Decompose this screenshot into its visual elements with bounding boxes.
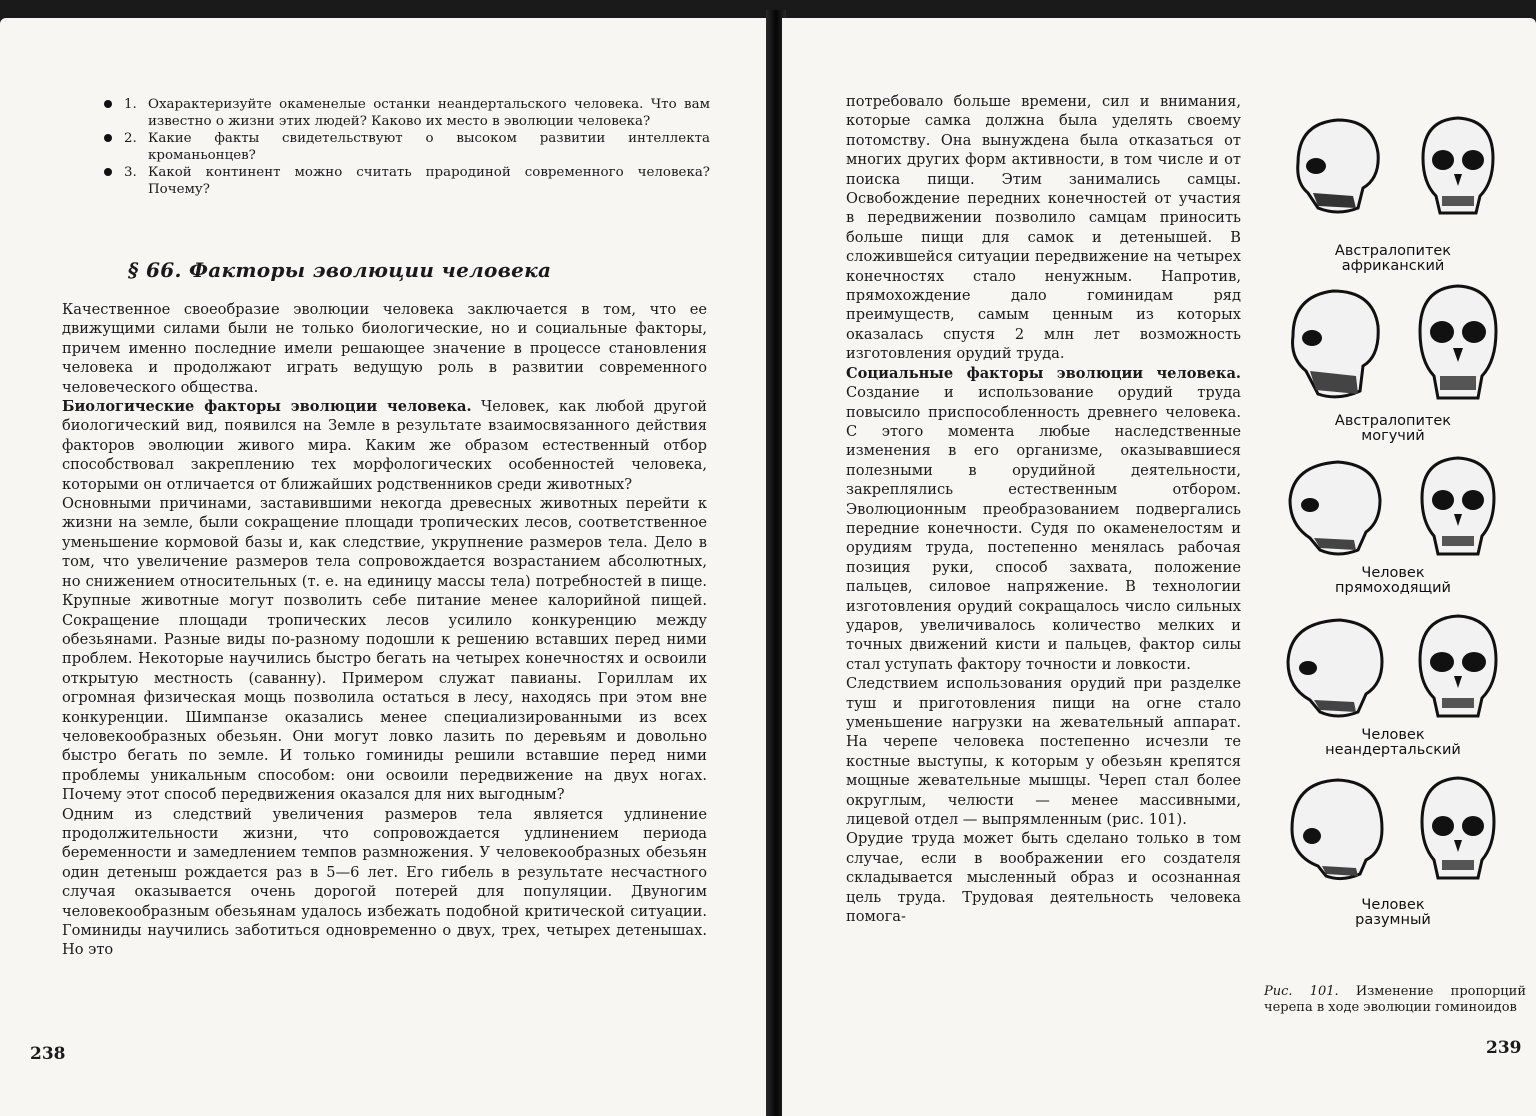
paragraph-heading: Социальные факторы эволюции человека.	[846, 364, 1241, 382]
label-line: неандертальский	[1325, 742, 1461, 758]
label-line: могучий	[1361, 428, 1425, 444]
caption-label: Рис. 101.	[1264, 984, 1339, 999]
skull-front-icon	[1408, 450, 1508, 565]
question-3	[98, 164, 710, 198]
label-line: Человек	[1361, 565, 1425, 581]
caption-text: Изменение пропорций черепа в ходе эволюции гоминоидов	[1264, 984, 1526, 1015]
question-2	[98, 130, 710, 164]
right-page	[782, 18, 1536, 1116]
paragraph	[846, 364, 1241, 675]
figure-label	[1258, 566, 1528, 596]
skull-pair	[1268, 774, 1518, 909]
paragraph: Следствием использования орудий при разделке туш и приготовления пищи на огне стало уменьшение нагрузки на жевательный аппарат. На черепе человека постепенно исчезли те костные выступы, к которым у обезьян крепятся мощные жевательные мышцы. Череп стал более округлым, челюсти — менее массивными, лицевой отдел — выпрямленным (рис. 101).	[846, 675, 1241, 829]
skull-front-icon	[1408, 610, 1508, 725]
right-body-text	[846, 92, 1241, 926]
left-page	[0, 18, 770, 1116]
page-number: 238	[30, 1044, 66, 1064]
figure-label	[1258, 414, 1528, 444]
skull-side-icon	[1278, 610, 1388, 725]
figure-label	[1258, 728, 1528, 758]
paragraph: Орудие труда может быть сделано только в том случае, если в воображении его создателя складывается мысленный образ и осознанная цель труда. Трудовая деятельность человека помога-	[846, 830, 1241, 926]
label-line: Человек	[1361, 727, 1425, 743]
skull-evolution-figure	[1258, 108, 1528, 958]
label-line: африканский	[1341, 258, 1445, 274]
question-number: 2.	[124, 131, 137, 146]
paragraph	[62, 397, 707, 494]
question-number: 3.	[124, 165, 137, 180]
figure-caption	[1264, 984, 1526, 1016]
skull-side-icon	[1278, 108, 1388, 223]
question-text: Какой континент можно считать прародиной современного человека? Почему?	[148, 165, 710, 197]
label-line: прямоходящий	[1335, 580, 1451, 596]
paragraph: потребовало больше времени, сил и внимания, которые самка должна была уделять своему потомству. Она вынуждена была отказаться от многих других форм активности, в том числе и от поиска пищи. Этим занимались самцы. Освобождение передних конечностей от участия в передвижении позволило самцам приносить больше пищи для самок и детенышей. В сложившейся ситуации передвижение на четырех конечностях стало ненужным. Напротив, прямохождение дало гоминидам ряд преимуществ, самым ценным из которых оказалась спустя 2 млн лет возможность изготовления орудий труда.	[846, 93, 1241, 363]
label-line: Человек	[1361, 897, 1425, 913]
skull-side-icon	[1278, 450, 1388, 565]
question-number: 1.	[124, 97, 137, 112]
paragraph: Основными причинами, заставившими некогда древесных животных перейти к жизни на земле, были сокращение площади тропических лесов, соответственное уменьшение кормовой базы и, как следствие, укрупнение размеров тела. Дело в том, что увеличение размеров тела сопровождается возрастанием абсолютных, но снижением относительных (т. е. на единицу массы тела) потребностей в пище. Крупные животные могут позволить себе питание менее калорийной пищей. Сокращение площади тропических лесов усилило конкуренцию между обезьянами. Разные виды по-разному подошли к решению вставших перед ними проблем. Некоторые научились быстро бегать на четырех конечностях и освоили открытую местность (саванну). Примером служат павианы. Гориллам их огромная физическая мощь позволила остаться в лесу, находясь при этом вне конкуренции. Шимпанзе оказались менее специализированными из всех человекообразных обезьян. Они могут ловко лазить по деревьям и довольно быстро бегать по земле. И только гоминиды решили вставшие перед ними проблемы уникальным способом: они освоили передвижение на двух ногах. Почему этот способ передвижения оказался для них выгодным?	[62, 495, 707, 804]
skull-pair	[1268, 108, 1518, 243]
bullet-icon	[104, 134, 112, 142]
review-questions	[98, 96, 710, 198]
skull-front-icon	[1408, 774, 1508, 889]
label-line: разумный	[1355, 912, 1431, 928]
label-line: Австралопитек	[1334, 413, 1452, 429]
question-1	[98, 96, 710, 130]
skull-front-icon	[1408, 276, 1508, 411]
skull-pair	[1268, 276, 1518, 411]
question-text: Охарактеризуйте окаменелые останки неандертальского человека. Что вам известно о жизни этих людей? Каково их место в эволюции человека?	[148, 97, 710, 129]
paragraph-text: Создание и использование орудий труда повысило приспособленность древнего человека. С этого момента любые наследственные изменения в его организме, оказывавшиеся полезными в орудийной деятельности, закреплялись естественным отбором. Эволюционным преобразованием подвергались передние конечности. Судя по окаменелостям и орудиям труда, постепенно менялась рабочая позиция руки, способ захвата, положение пальцев, силовое напряжение. В технологии изготовления орудий сокращалось число сильных ударов, увеличивалось количество мелких и точных движений кисти и пальцев, фактор силы стал уступать фактору точности и ловкости.	[846, 384, 1241, 673]
skull-side-icon	[1278, 276, 1388, 411]
label-line: Австралопитек	[1334, 243, 1452, 259]
skull-front-icon	[1408, 108, 1508, 223]
skull-side-icon	[1278, 774, 1388, 889]
question-text: Какие факты свидетельствуют о высоком развитии интеллекта кроманьонцев?	[148, 131, 710, 163]
page-number: 239	[1486, 1038, 1522, 1058]
paragraph-text: Человек, как любой другой биологический вид, появился на Земле в результате взаимосвязанного действия факторов эволюции живого мира. Каким же образом естественный отбор способствовал закреплению тех морфологических особенностей человека, которыми он отличается от ближайших родственников среди животных?	[62, 398, 708, 493]
skull-pair	[1268, 610, 1518, 745]
figure-label	[1258, 898, 1528, 928]
paragraph: Качественное своеобразие эволюции человека заключается в том, что ее движущими силами были не только биологические, но и социальные факторы, причем именно последние имели решающее значение в процессе становления человека и продолжают играть ведущую роль в развитии современного человеческого общества.	[62, 301, 707, 396]
paragraph-heading: Биологические факторы эволюции человека.	[62, 398, 472, 416]
left-body-text	[62, 300, 707, 960]
bullet-icon	[104, 100, 112, 108]
bullet-icon	[104, 168, 112, 176]
section-title: § 66. Факторы эволюции человека	[128, 258, 552, 282]
paragraph: Одним из следствий увеличения размеров тела является удлинение продолжительности жизни, что сопровождается удлинением периода беременности и замедлением темпов размножения. У человекообразных обезьян один детеныш рождается раз в 5—6 лет. Его гибель в результате несчастного случая оказывается очень дорогой потерей для популяции. Двуногим человекообразным обезьянам удалось избежать подобной критической ситуации. Гоминиды научились заботиться одновременно о двух, трех, четырех детенышах. Но это	[62, 805, 707, 959]
figure-label	[1258, 244, 1528, 274]
